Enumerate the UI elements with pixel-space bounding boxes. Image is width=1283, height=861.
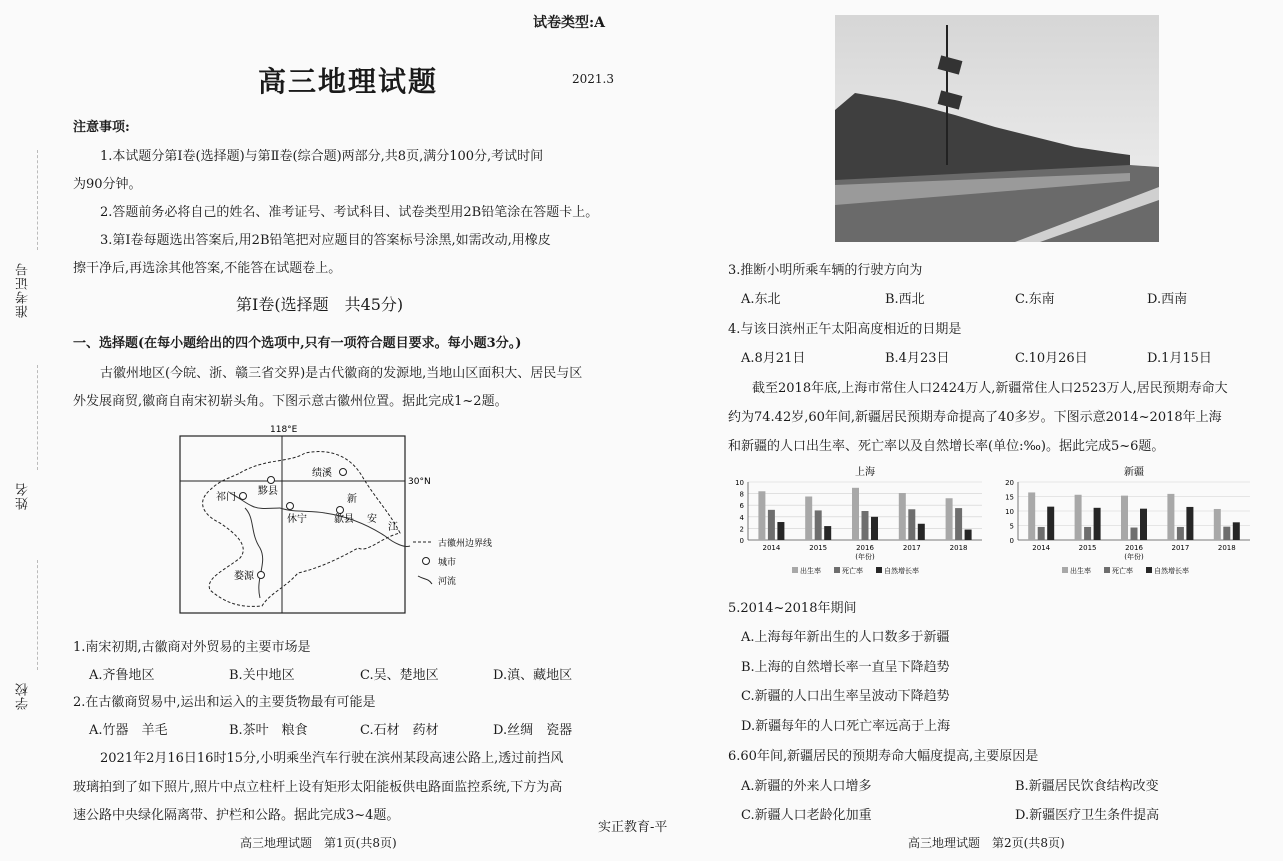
note-line: 擦干净后,再选涂其他答案,不能答在试题卷上。 — [73, 261, 342, 276]
y-tick-label: 15 — [1005, 493, 1014, 502]
bar-自然增长率 — [871, 517, 878, 540]
legend-swatch — [1062, 567, 1068, 573]
city-marker — [340, 469, 347, 476]
binding-line — [37, 365, 38, 470]
q1-stem: 1.南宋初期,古徽商对外贸易的主要市场是 — [73, 640, 311, 655]
y-tick-label: 20 — [1005, 479, 1014, 487]
x-tick-label: 2017 — [1171, 544, 1190, 552]
q6-option-b: B.新疆居民饮食结构改变 — [1015, 779, 1159, 794]
q3-option-a: A.东北 — [741, 292, 781, 307]
q5-option-b: B.上海的自然增长率一直呈下降趋势 — [741, 660, 950, 675]
intro-text: 和新疆的人口出生率、死亡率以及自然增长率(单位:‰)。据此完成5~6题。 — [728, 439, 1165, 454]
y-tick-label: 5 — [1009, 522, 1014, 531]
bar-出生率 — [805, 497, 812, 541]
q2-stem: 2.在古徽商贸易中,运出和运入的主要货物最有可能是 — [73, 695, 376, 710]
legend-swatch — [1146, 567, 1152, 573]
legend-river-swatch — [418, 576, 432, 584]
bar-死亡率 — [1131, 528, 1138, 540]
legend-label: 自然增长率 — [1154, 567, 1189, 575]
bar-出生率 — [899, 493, 906, 540]
bar-出生率 — [1121, 496, 1128, 540]
place-label: 歙县 — [334, 514, 354, 525]
q5-option-c: C.新疆的人口出生率呈波动下降趋势 — [741, 689, 950, 704]
place-label: 黟县 — [258, 486, 278, 497]
huizhou-map — [170, 418, 500, 618]
q6-stem: 6.60年间,新疆居民的预期寿命大幅度提高,主要原因是 — [728, 749, 1039, 764]
q5-stem: 5.2014~2018年期间 — [728, 601, 857, 616]
lon-label: 118°E — [270, 425, 298, 435]
notes-heading: 注意事项: — [73, 120, 130, 135]
y-tick-label: 0 — [739, 537, 744, 545]
section-title: 第Ⅰ卷(选择题 共45分) — [236, 295, 404, 314]
legend-label: 死亡率 — [842, 567, 863, 575]
intro-text: 约为74.42岁,60年间,新疆居民预期寿命提高了40多岁。下图示意2014~2018年上海 — [728, 410, 1222, 425]
city-marker — [337, 507, 344, 514]
legend-label: 死亡率 — [1112, 567, 1133, 575]
y-tick-label: 2 — [739, 525, 744, 534]
q4-option-c: C.10月26日 — [1015, 351, 1088, 366]
q3-stem: 3.推断小明所乘车辆的行驶方向为 — [728, 263, 923, 278]
q3-option-d: D.西南 — [1147, 292, 1188, 307]
city-marker — [268, 477, 275, 484]
q6-option-a: A.新疆的外来人口增多 — [741, 779, 872, 794]
place-label: 绩溪 — [312, 468, 332, 479]
shanghai-chart — [728, 462, 990, 580]
y-tick-label: 8 — [739, 490, 744, 499]
x-tick-label: 2014 — [1032, 544, 1051, 552]
city-marker — [258, 572, 265, 579]
page-footer: 高三地理试题 第2页(共8页) — [908, 836, 1065, 850]
q1-option-b: B.关中地区 — [229, 668, 295, 683]
bar-出生率 — [1075, 495, 1082, 540]
intro-text: 截至2018年底,上海市常住人口2424万人,新疆常住人口2523万人,居民预期寿命大 — [752, 381, 1228, 396]
bar-死亡率 — [1177, 527, 1184, 540]
q2-option-d: D.丝绸 瓷器 — [493, 723, 573, 738]
side-label-exam-id: 准考证号 — [16, 262, 31, 318]
intro-text: 古徽州地区(今皖、浙、赣三省交界)是古代徽商的发源地,当地山区面积大、居民与区 — [100, 366, 583, 381]
bar-自然增长率 — [1186, 507, 1193, 540]
highway-photo — [835, 15, 1159, 242]
x-tick-label: 2015 — [1078, 544, 1097, 552]
side-label-name: 姓名 — [16, 482, 31, 510]
legend-swatch — [834, 567, 840, 573]
bar-自然增长率 — [965, 530, 972, 540]
q4-option-d: D.1月15日 — [1147, 351, 1212, 366]
bar-出生率 — [852, 488, 859, 540]
x-axis-label: (年份) — [855, 553, 875, 561]
q2-option-a: A.竹器 羊毛 — [89, 723, 168, 738]
q1-option-d: D.滇、藏地区 — [493, 668, 573, 683]
x-axis-label: (年份) — [1124, 553, 1144, 561]
q1-option-c: C.吴、楚地区 — [360, 668, 439, 683]
bar-死亡率 — [955, 508, 962, 540]
watermark-text: 实正教育-平 — [598, 820, 668, 835]
bar-死亡率 — [1084, 527, 1091, 540]
q3-option-b: B.西北 — [885, 292, 925, 307]
bar-自然增长率 — [918, 524, 925, 540]
bar-死亡率 — [1038, 527, 1045, 540]
place-label: 婺源 — [234, 571, 254, 582]
river — [245, 508, 263, 598]
x-tick-label: 2014 — [762, 544, 781, 552]
place-label: 祁门 — [216, 492, 236, 503]
note-line: 1.本试题分第Ⅰ卷(选择题)与第Ⅱ卷(综合题)两部分,共8页,满分100分,考试时间 — [100, 149, 544, 164]
place-label: 新 — [347, 494, 357, 505]
bar-自然增长率 — [824, 526, 831, 540]
x-tick-label: 2018 — [949, 544, 968, 552]
bar-死亡率 — [768, 510, 775, 540]
bar-死亡率 — [908, 509, 915, 540]
legend-swatch — [876, 567, 882, 573]
lat-label: 30°N — [408, 477, 431, 487]
legend-label: 城市 — [438, 558, 457, 568]
bar-死亡率 — [862, 511, 869, 540]
q5-option-a: A.上海每年新出生的人口数多于新疆 — [741, 630, 950, 645]
x-tick-label: 2017 — [902, 544, 921, 552]
q4-option-a: A.8月21日 — [741, 351, 806, 366]
binding-line — [37, 150, 38, 250]
chart-title: 新疆 — [1124, 467, 1144, 478]
legend-label: 出生率 — [800, 567, 821, 575]
legend-label: 自然增长率 — [884, 567, 919, 575]
x-tick-label: 2016 — [856, 544, 874, 552]
q5-option-d: D.新疆每年的人口死亡率远高于上海 — [741, 719, 951, 734]
section-instruction: 一、选择题(在每小题给出的四个选项中,只有一项符合题目要求。每小题3分。) — [73, 336, 522, 351]
legend-swatch — [792, 567, 798, 573]
intro-text: 2021年2月16日16时15分,小明乘坐汽车行驶在滨州某段高速公路上,透过前挡风 — [100, 751, 564, 766]
xinjiang-chart — [998, 462, 1258, 580]
y-tick-label: 0 — [1009, 537, 1014, 545]
binding-line — [37, 560, 38, 670]
note-line: 3.第Ⅰ卷每题选出答案后,用2B铅笔把对应题目的答案标号涂黑,如需改动,用橡皮 — [100, 233, 551, 248]
chart-title: 上海 — [855, 467, 875, 478]
y-tick-label: 4 — [739, 513, 744, 522]
place-label: 江 — [388, 522, 398, 533]
bar-死亡率 — [815, 510, 822, 540]
bar-出生率 — [1028, 492, 1035, 540]
place-label: 休宁 — [287, 514, 307, 525]
intro-text: 速公路中央绿化隔离带、护栏和公路。据此完成3~4题。 — [73, 808, 400, 823]
exam-date: 2021.3 — [572, 72, 614, 86]
intro-text: 玻璃拍到了如下照片,照片中点立柱杆上设有矩形太阳能板供电路面监控系统,下方为高 — [73, 780, 563, 795]
bar-出生率 — [1214, 509, 1221, 540]
q1-option-a: A.齐鲁地区 — [89, 668, 155, 683]
bar-出生率 — [1167, 494, 1174, 540]
q4-option-b: B.4月23日 — [885, 351, 950, 366]
intro-text: 外发展商贸,徽商自南宋初崭头角。下图示意古徽州位置。据此完成1~2题。 — [73, 394, 508, 409]
city-marker — [287, 503, 294, 510]
bar-自然增长率 — [1094, 508, 1101, 540]
q3-option-c: C.东南 — [1015, 292, 1055, 307]
legend-label: 古徽州边界线 — [438, 539, 493, 549]
bar-死亡率 — [1223, 527, 1230, 540]
bar-自然增长率 — [1233, 522, 1240, 540]
legend-label: 出生率 — [1070, 567, 1091, 575]
page-footer: 高三地理试题 第1页(共8页) — [240, 836, 397, 850]
y-tick-label: 10 — [1005, 508, 1014, 516]
q6-option-d: D.新疆医疗卫生条件提高 — [1015, 808, 1160, 823]
note-line: 2.答题前务必将自己的姓名、准考证号、考试科目、试卷类型用2B铅笔涂在答题卡上。 — [100, 205, 599, 220]
bar-出生率 — [758, 491, 765, 540]
q2-option-b: B.茶叶 粮食 — [229, 723, 308, 738]
x-tick-label: 2015 — [809, 544, 828, 552]
legend-city-swatch — [423, 558, 430, 565]
bar-出生率 — [946, 498, 953, 540]
bar-自然增长率 — [777, 522, 784, 540]
page-title: 高三地理试题 — [258, 65, 439, 98]
bar-自然增长率 — [1047, 507, 1054, 540]
q2-option-c: C.石材 药材 — [360, 723, 439, 738]
bar-自然增长率 — [1140, 509, 1147, 540]
y-tick-label: 10 — [735, 479, 744, 487]
city-marker — [240, 493, 247, 500]
q6-option-c: C.新疆人口老龄化加重 — [741, 808, 872, 823]
legend-label: 河流 — [438, 577, 457, 587]
place-label: 安 — [367, 514, 377, 525]
note-line: 为90分钟。 — [73, 177, 142, 192]
paper-type: 试卷类型:A — [533, 15, 606, 31]
boundary-line — [203, 452, 400, 607]
x-tick-label: 2016 — [1125, 544, 1143, 552]
side-label-school: 学校 — [16, 682, 31, 710]
y-tick-label: 6 — [739, 502, 744, 511]
legend-swatch — [1104, 567, 1110, 573]
q4-stem: 4.与该日滨州正午太阳高度相近的日期是 — [728, 322, 962, 337]
x-tick-label: 2018 — [1217, 544, 1236, 552]
